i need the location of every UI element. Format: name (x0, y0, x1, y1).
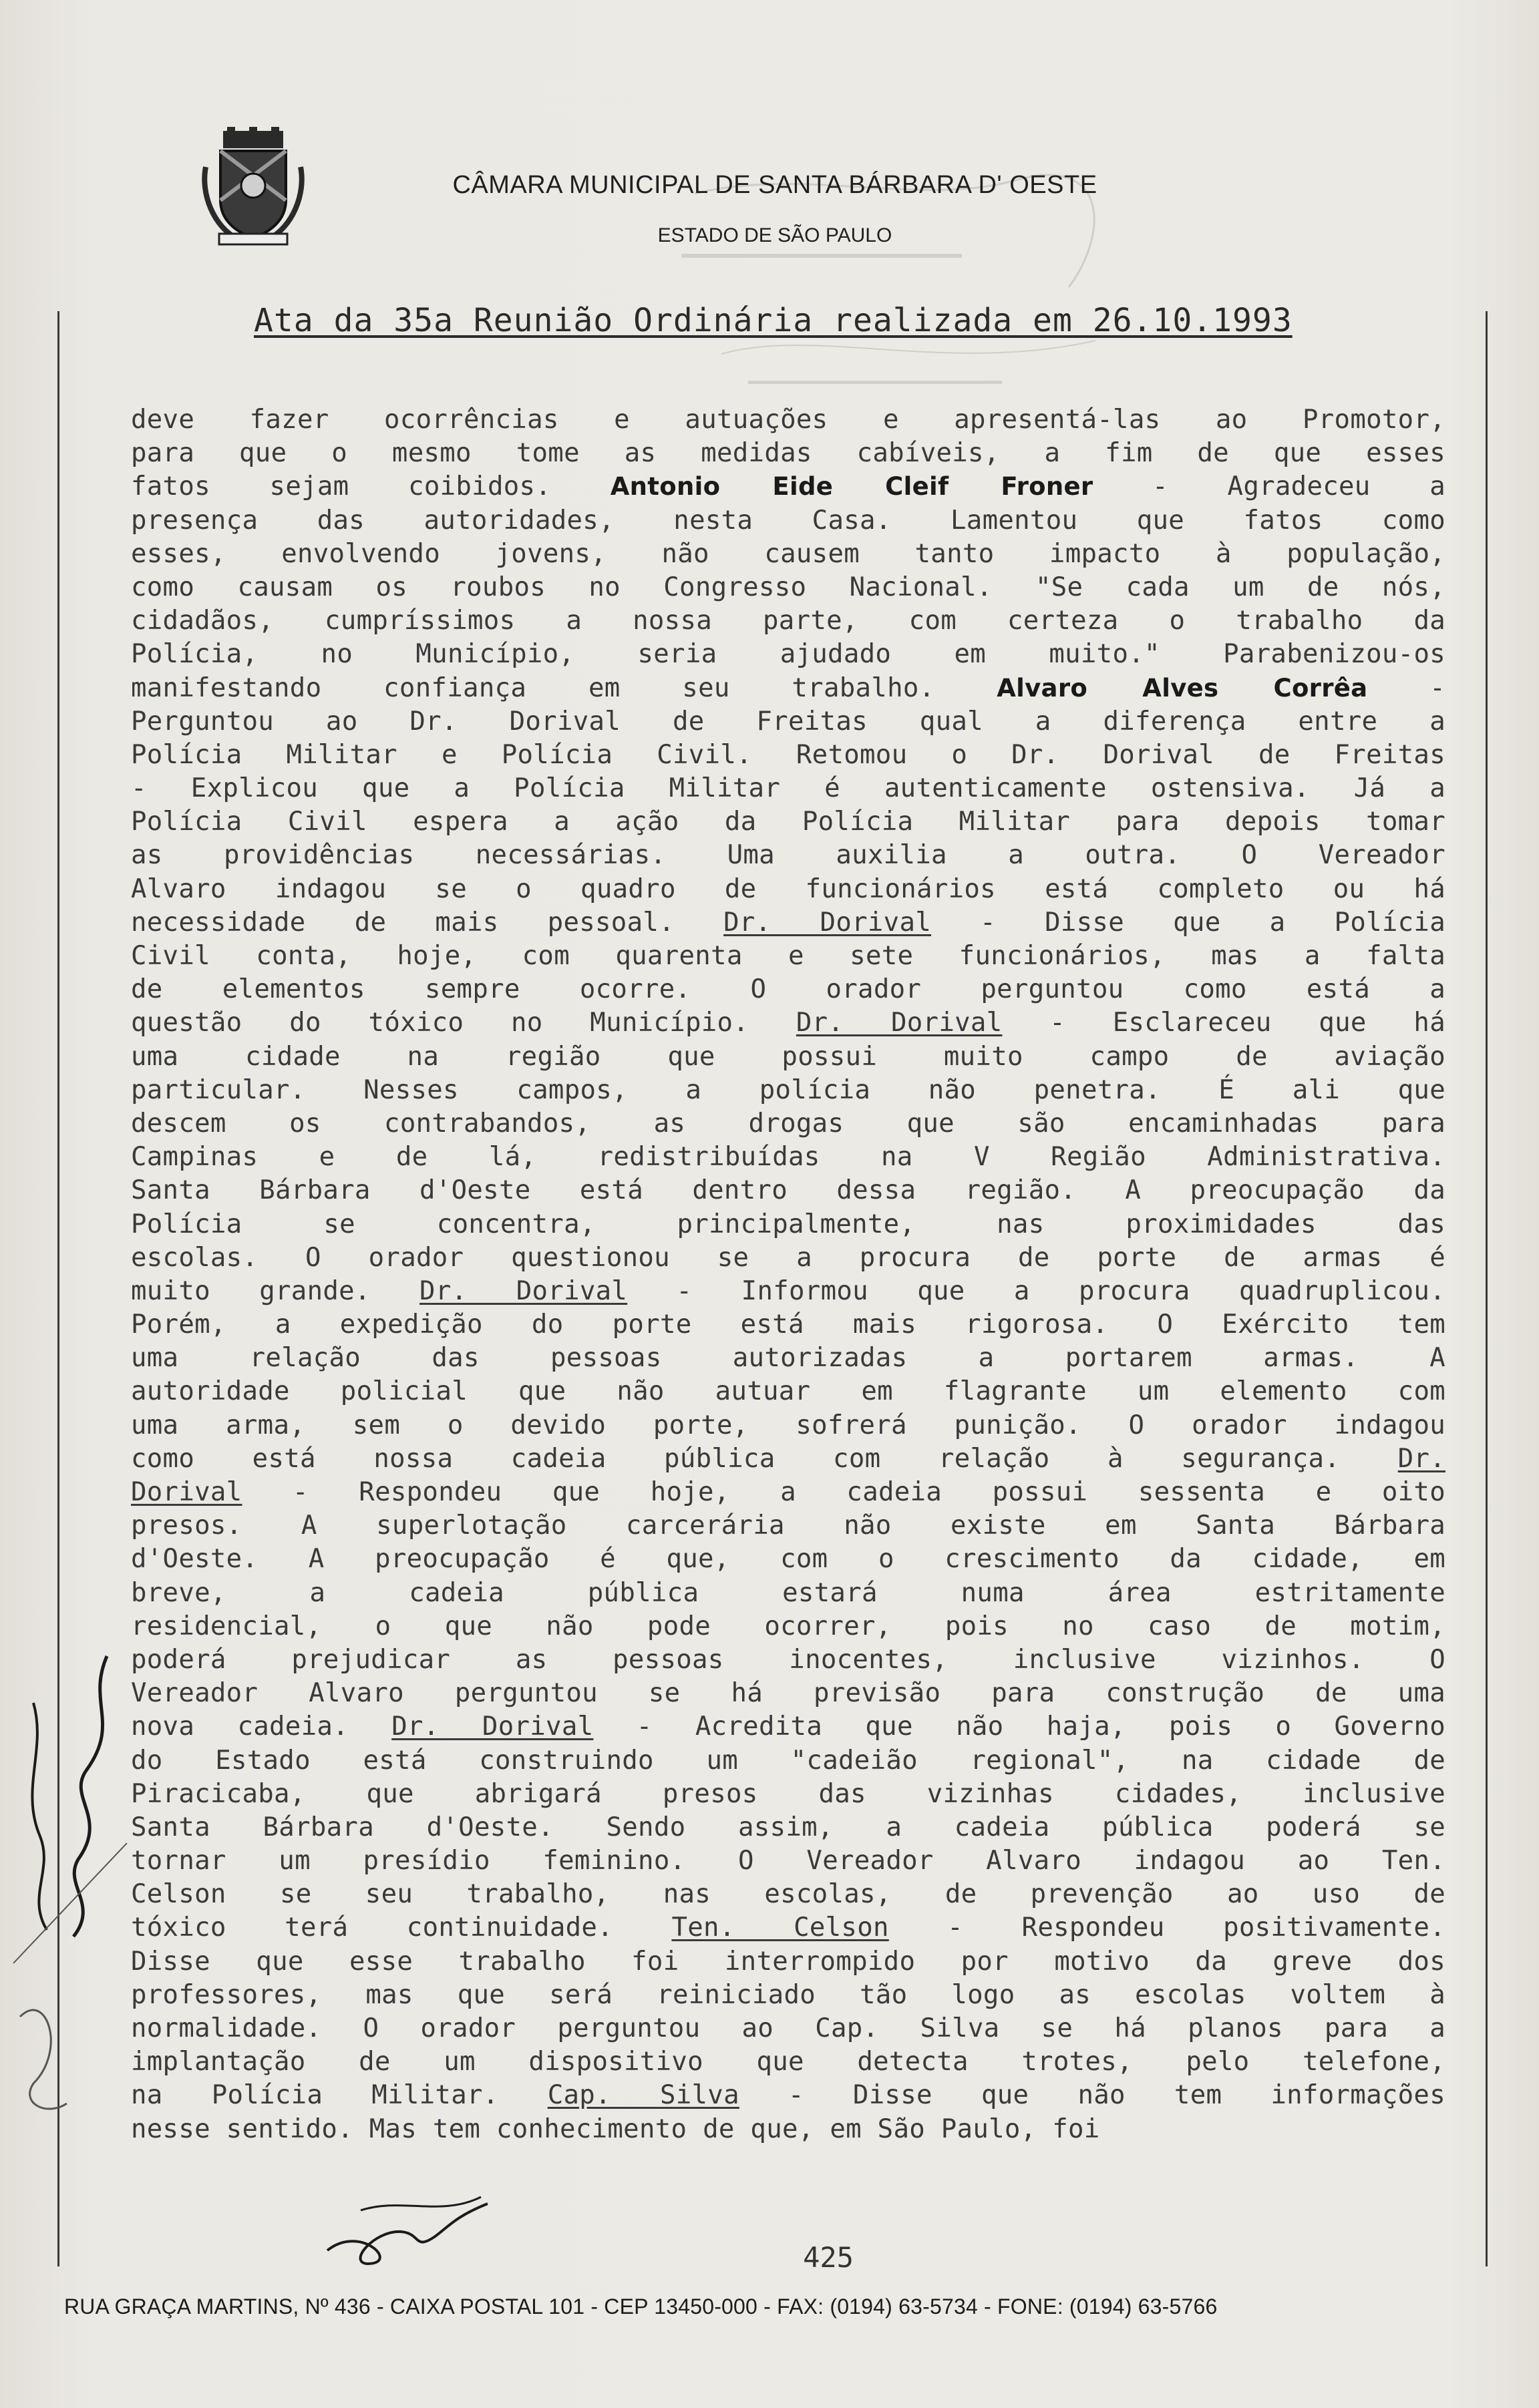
text-line (131, 973, 1445, 1006)
text-line (131, 1040, 1445, 1074)
text-segment: escolas. O orador questionou se a procura de porte de armas é (131, 1242, 1445, 1273)
respondent-name: Dorival (131, 1477, 242, 1507)
text-segment: autoridade policial que não autuar em flagrante um elemento com (131, 1376, 1445, 1407)
respondent-name: Dr. Dorival (796, 1008, 1003, 1038)
text-line (131, 1878, 1445, 1911)
text-segment: - Acredita que não haja, pois o Governo (593, 1712, 1445, 1742)
text-line (131, 873, 1445, 906)
text-line (131, 1308, 1445, 1342)
text-segment: como está nossa cadeia pública com relação à segurança. (131, 1443, 1398, 1474)
text-segment: uma arma, sem o devido porte, sofrerá punição. O orador indagou (131, 1410, 1445, 1440)
text-line (131, 504, 1445, 538)
page-number: 425 (803, 2241, 854, 2274)
text-segment: - Informou que a procura quadruplicou. (627, 1275, 1445, 1306)
text-line (131, 839, 1445, 872)
text-segment: nova cadeia. (131, 1712, 392, 1742)
text-line (131, 538, 1445, 571)
text-segment: residencial, o que não pode ocorrer, pois no caso de motim, (131, 1611, 1445, 1641)
text-segment: deve fazer ocorrências e autuações e apresentá-las ao Promotor, (131, 405, 1445, 435)
text-line (131, 1911, 1445, 1945)
text-segment: Piracicaba, que abrigará presos das vizinhas cidades, inclusive (131, 1778, 1445, 1809)
text-line (131, 1476, 1445, 1509)
text-segment: professores, mas que será reiniciado tão logo as escolas voltem à (131, 1979, 1445, 2010)
text-segment: de elementos sempre ocorre. O orador perguntou como está a (131, 974, 1445, 1005)
speaker-name: Alvaro Alves Corrêa (997, 673, 1368, 703)
text-segment: - Agradeceu a (1093, 471, 1445, 502)
text-line (131, 906, 1445, 940)
text-segment: questão do tóxico no Município. (131, 1008, 796, 1038)
text-segment: uma relação das pessoas autorizadas a portarem armas. A (131, 1343, 1445, 1374)
right-margin-rule (1486, 311, 1488, 2266)
minutes-title: Ata da 35a Reunião Ordinária realizada em 26.10.1993 (254, 302, 1293, 339)
text-line (131, 638, 1445, 671)
text-segment: tornar um presídio feminino. O Vereador Alvaro indagou ao Ten. (131, 1846, 1445, 1876)
text-line (131, 1710, 1445, 1744)
text-segment: para que o mesmo tome as medidas cabíveis, a fim de que esses (131, 438, 1445, 469)
text-line (131, 772, 1445, 805)
text-line (131, 1442, 1445, 1476)
respondent-name: Dr. Dorival (419, 1275, 628, 1306)
speaker-name: Antonio Eide Cleif Froner (610, 472, 1093, 501)
text-line (131, 1074, 1445, 1107)
text-segment: esses, envolvendo jovens, não causem tanto impacto à população, (131, 538, 1445, 569)
bottom-signature-icon (321, 2184, 494, 2270)
text-line (131, 1744, 1445, 1778)
text-line (131, 1342, 1445, 1375)
text-segment: Celson se seu trabalho, nas escolas, de prevenção ao uso de (131, 1879, 1445, 1910)
text-line (131, 2113, 1445, 2146)
municipal-crest-icon (200, 127, 306, 247)
text-segment: implantação de um dispositivo que detecta trotes, pelo telefone, (131, 2047, 1445, 2077)
text-segment: Polícia Civil espera a ação da Polícia Militar para depois tomar (131, 807, 1445, 837)
text-segment: presos. A superlotação carcerária não existe em Santa Bárbara (131, 1511, 1445, 1541)
text-segment: Disse que esse trabalho foi interrompido por motivo da greve dos (131, 1946, 1445, 1977)
text-segment: Polícia, no Município, seria ajudado em muito." Parabenizou-os (131, 639, 1445, 670)
text-line (131, 805, 1445, 839)
footer-address: RUA GRAÇA MARTINS, Nº 436 - CAIXA POSTAL 101 - CEP 13450-000 - FAX: (0194) 63-5734 - FONE: (0194) 63-5766 (64, 2294, 1218, 2319)
text-line (131, 2045, 1445, 2079)
text-line (131, 1208, 1445, 1241)
text-line (131, 1141, 1445, 1174)
text-segment: tóxico terá continuidade. (131, 1913, 672, 1943)
text-segment: breve, a cadeia pública estará numa área estritamente (131, 1577, 1445, 1608)
text-line (131, 705, 1445, 739)
text-segment: Civil conta, hoje, com quarenta e sete funcionários, mas a falta (131, 941, 1445, 971)
text-segment: Perguntou ao Dr. Dorival de Freitas qual a diferença entre a (131, 706, 1445, 737)
text-segment: Alvaro indagou se o quadro de funcionários está completo ou há (131, 873, 1445, 904)
text-segment: Polícia se concentra, principalmente, nas proximidades das (131, 1209, 1445, 1239)
text-line (131, 1643, 1445, 1677)
text-segment: uma cidade na região que possui muito campo de aviação (131, 1041, 1445, 1072)
text-segment: - Disse que a Polícia (931, 907, 1445, 938)
text-segment: d'Oeste. A preocupação é que, com o crescimento da cidade, em (131, 1544, 1445, 1575)
text-segment: nesse sentido. Mas tem conhecimento de que, em São Paulo, foi (131, 2114, 1100, 2144)
text-segment: necessidade de mais pessoal. (131, 907, 724, 938)
text-line (131, 1543, 1445, 1576)
respondent-name: Dr. Dorival (723, 907, 932, 938)
text-line (131, 1844, 1445, 1878)
text-line (131, 1945, 1445, 1979)
text-line (131, 604, 1445, 638)
text-line (131, 940, 1445, 973)
text-segment: fatos sejam coibidos. (131, 471, 611, 502)
institution-name: CÂMARA MUNICIPAL DE SANTA BÁRBARA D' OESTE (452, 171, 1097, 199)
text-line (131, 2012, 1445, 2045)
text-segment: particular. Nesses campos, a polícia não penetra. É ali que (131, 1074, 1445, 1105)
respondent-name: Dr. Dorival (391, 1712, 594, 1742)
text-segment: Porém, a expedição do porte está mais rigorosa. O Exército tem (131, 1310, 1445, 1340)
text-line (131, 1577, 1445, 1610)
text-segment: na Polícia Militar. (131, 2080, 548, 2111)
text-segment: manifestando confiança em seu trabalho. (131, 672, 997, 703)
text-segment: - Respondeu positivamente. (888, 1913, 1445, 1943)
text-segment: - Explicou que a Polícia Militar é autenticamente ostensiva. Já a (131, 773, 1445, 804)
text-line (131, 571, 1445, 604)
text-line (131, 1677, 1445, 1710)
text-segment: - (1367, 672, 1445, 703)
text-segment: Polícia Militar e Polícia Civil. Retomou o Dr. Dorival de Freitas (131, 739, 1445, 770)
state-name: ESTADO DE SÃO PAULO (657, 224, 892, 246)
text-line (131, 1006, 1445, 1040)
text-line (131, 437, 1445, 470)
respondent-name: Dr. (1397, 1443, 1445, 1474)
text-segment: - Disse que não tem informações (739, 2080, 1445, 2111)
text-segment: do Estado está construindo um "cadeião regional", na cidade de (131, 1745, 1445, 1776)
text-segment: poderá prejudicar as pessoas inocentes, inclusive vizinhos. O (131, 1644, 1445, 1675)
text-line (131, 403, 1445, 437)
text-line (131, 2079, 1445, 2112)
text-segment: as providências necessárias. Uma auxilia a outra. O Vereador (131, 840, 1445, 871)
text-line (131, 1107, 1445, 1141)
text-line (131, 1409, 1445, 1442)
text-line (131, 1241, 1445, 1275)
text-segment: como causam os roubos no Congresso Nacional. "Se cada um de nós, (131, 572, 1445, 602)
text-segment: presença das autoridades, nesta Casa. Lamentou que fatos como (131, 505, 1445, 536)
text-line (131, 739, 1445, 772)
text-line (131, 1811, 1445, 1844)
text-line (131, 1610, 1445, 1643)
text-segment: descem os contrabandos, as drogas que são encaminhadas para (131, 1108, 1445, 1139)
text-segment: Vereador Alvaro perguntou se há previsão para construção de uma (131, 1678, 1445, 1709)
text-segment: - Esclareceu que há (1002, 1008, 1445, 1038)
text-line (131, 672, 1445, 705)
text-line (131, 1275, 1445, 1308)
text-line (131, 1174, 1445, 1207)
minutes-body (131, 403, 1445, 2146)
text-segment: Santa Bárbara d'Oeste. Sendo assim, a cadeia pública poderá se (131, 1812, 1445, 1842)
text-segment: - Respondeu que hoje, a cadeia possui sessenta e oito (242, 1477, 1445, 1507)
text-line (131, 1509, 1445, 1543)
respondent-name: Ten. Celson (671, 1913, 889, 1943)
text-segment: normalidade. O orador perguntou ao Cap. Silva se há planos para a (131, 2013, 1445, 2043)
text-line (131, 1979, 1445, 2012)
respondent-name: Cap. Silva (547, 2080, 739, 2111)
text-segment: Santa Bárbara d'Oeste está dentro dessa região. A preocupação da (131, 1175, 1445, 1206)
text-segment: Campinas e de lá, redistribuídas na V Região Administrativa. (131, 1142, 1445, 1173)
text-segment: cidadãos, cumpríssimos a nossa parte, com certeza o trabalho da (131, 606, 1445, 636)
margin-signature-icon (7, 1643, 134, 2124)
text-segment: muito grande. (131, 1275, 420, 1306)
text-line (131, 1375, 1445, 1408)
text-line (131, 470, 1445, 504)
text-line (131, 1778, 1445, 1811)
